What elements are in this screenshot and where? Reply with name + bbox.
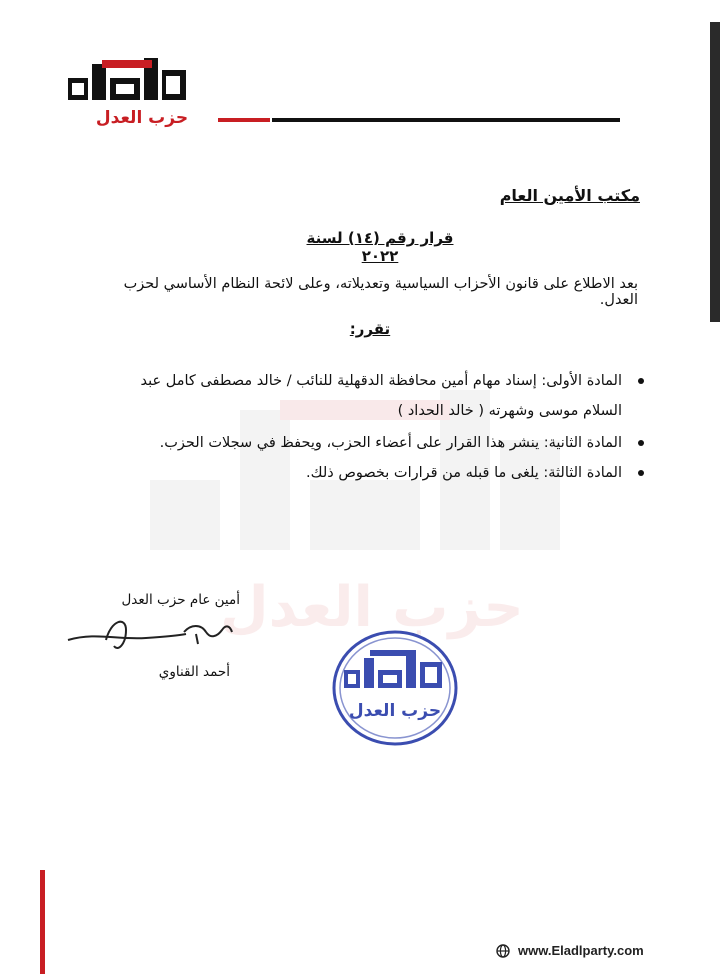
signatory-name: أحمد القناوي bbox=[158, 664, 230, 680]
scan-edge-right bbox=[710, 22, 720, 322]
header-rule-black bbox=[272, 118, 620, 122]
stamp-caption: حزب العدل bbox=[348, 701, 442, 721]
list-item bbox=[128, 428, 648, 458]
article-text: المادة الثانية: ينشر هذا القرار على أعضاء الحزب، ويحفظ في سجلات الحزب. bbox=[159, 435, 622, 451]
globe-icon bbox=[496, 944, 510, 958]
party-logo bbox=[64, 56, 190, 128]
article-text: المادة الأولى: إسناد مهام أمين محافظة الدقهلية للنائب / خالد مصطفى كامل عبد السلام موسى وشهرته ( خالد الحداد ) bbox=[140, 373, 622, 419]
signatory-title: أمين عام حزب العدل bbox=[121, 592, 240, 608]
scan-edge-left bbox=[40, 870, 45, 974]
preamble: بعد الاطلاع على قانون الأحزاب السياسية وتعديلاته، وعلى لائحة النظام الأساسي لحزب العدل. bbox=[123, 276, 638, 308]
bullet-icon bbox=[638, 440, 644, 446]
bullet-icon bbox=[638, 470, 644, 476]
article-text: المادة الثالثة: يلغى ما قبله من قرارات بخصوص ذلك. bbox=[306, 465, 622, 481]
website-link[interactable]: www.Eladlparty.com bbox=[518, 943, 644, 958]
list-item bbox=[128, 458, 648, 488]
signature-drawing bbox=[66, 610, 236, 660]
articles-list bbox=[128, 366, 648, 488]
party-stamp bbox=[330, 628, 460, 748]
office-title: مكتب الأمين العام bbox=[499, 186, 640, 205]
logo-mark-icon bbox=[64, 56, 190, 104]
decision-title: قرار رقم (١٤) لسنة ٢٠٢٢ bbox=[306, 229, 454, 265]
decides-heading: تقرر: bbox=[349, 320, 391, 338]
footer bbox=[496, 943, 644, 958]
list-item bbox=[128, 366, 648, 426]
header-rule-red bbox=[218, 118, 270, 122]
logo-caption: حزب العدل bbox=[95, 108, 189, 128]
bullet-icon bbox=[638, 378, 644, 384]
watermark-caption: حزب العدل bbox=[220, 575, 524, 640]
